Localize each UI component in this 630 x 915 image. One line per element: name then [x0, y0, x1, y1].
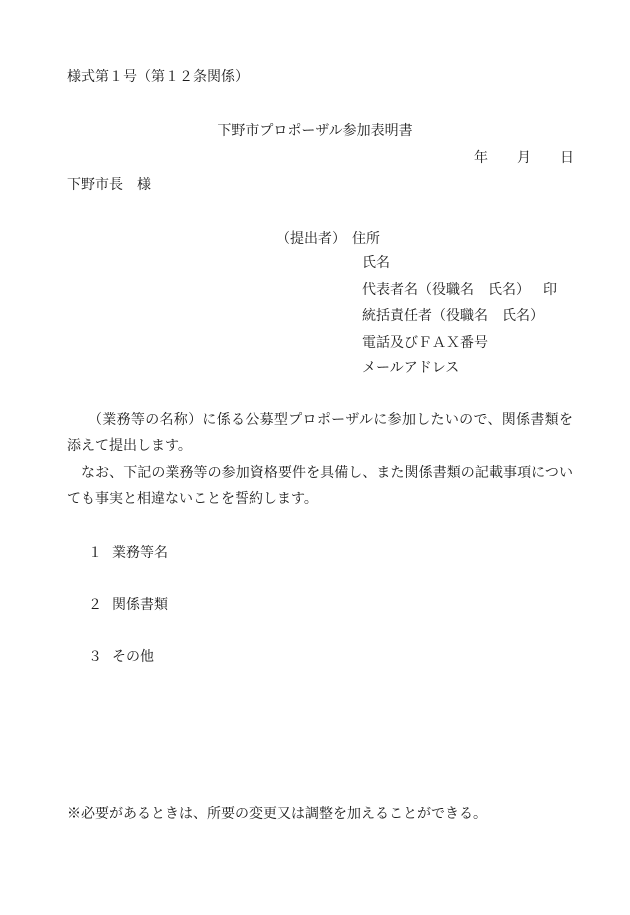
list-item-project-name	[88, 546, 168, 560]
list-item-number: １	[88, 545, 102, 561]
representative-label: 代表者名（役職名 氏名）	[362, 282, 530, 298]
form-number: 様式第１号（第１２条関係）	[67, 69, 249, 85]
list-item-other	[88, 650, 154, 664]
body-paragraph-1: （業務等の名称）に係る公募型プロポーザルに参加したいので、関係書類を添えて提出します。	[67, 412, 573, 454]
date-month-label: 月	[517, 150, 531, 166]
submitter-address-label: 住所	[352, 231, 380, 247]
list-item-label: 関係書類	[112, 597, 168, 613]
seal-mark: 印	[543, 282, 557, 298]
addressee: 下野市長 様	[67, 177, 151, 193]
phone-fax-label: 電話及びＦＡＸ番号	[362, 335, 488, 351]
footnote: ※必要があるときは、所要の変更又は調整を加えることができる。	[67, 806, 487, 822]
responsible-person-label: 統括責任者（役職名 氏名）	[362, 308, 544, 324]
date-year-label: 年	[474, 150, 488, 166]
list-item-label: その他	[112, 649, 154, 665]
list-item-number: ２	[88, 597, 102, 613]
email-label: メールアドレス	[362, 360, 460, 376]
submitter-name-label: 氏名	[362, 255, 390, 271]
date-day-label: 日	[560, 150, 574, 166]
document-title: 下野市プロポーザル参加表明書	[217, 123, 413, 139]
list-item-label: 業務等名	[112, 545, 168, 561]
list-item-related-documents	[88, 598, 168, 612]
body-paragraph-2: なお、下記の業務等の参加資格要件を具備し、また関係書類の記載事項についても事実と相違ないことを誓約します。	[67, 465, 573, 507]
list-item-number: ３	[88, 649, 102, 665]
submitter-label: （提出者）	[276, 231, 346, 247]
